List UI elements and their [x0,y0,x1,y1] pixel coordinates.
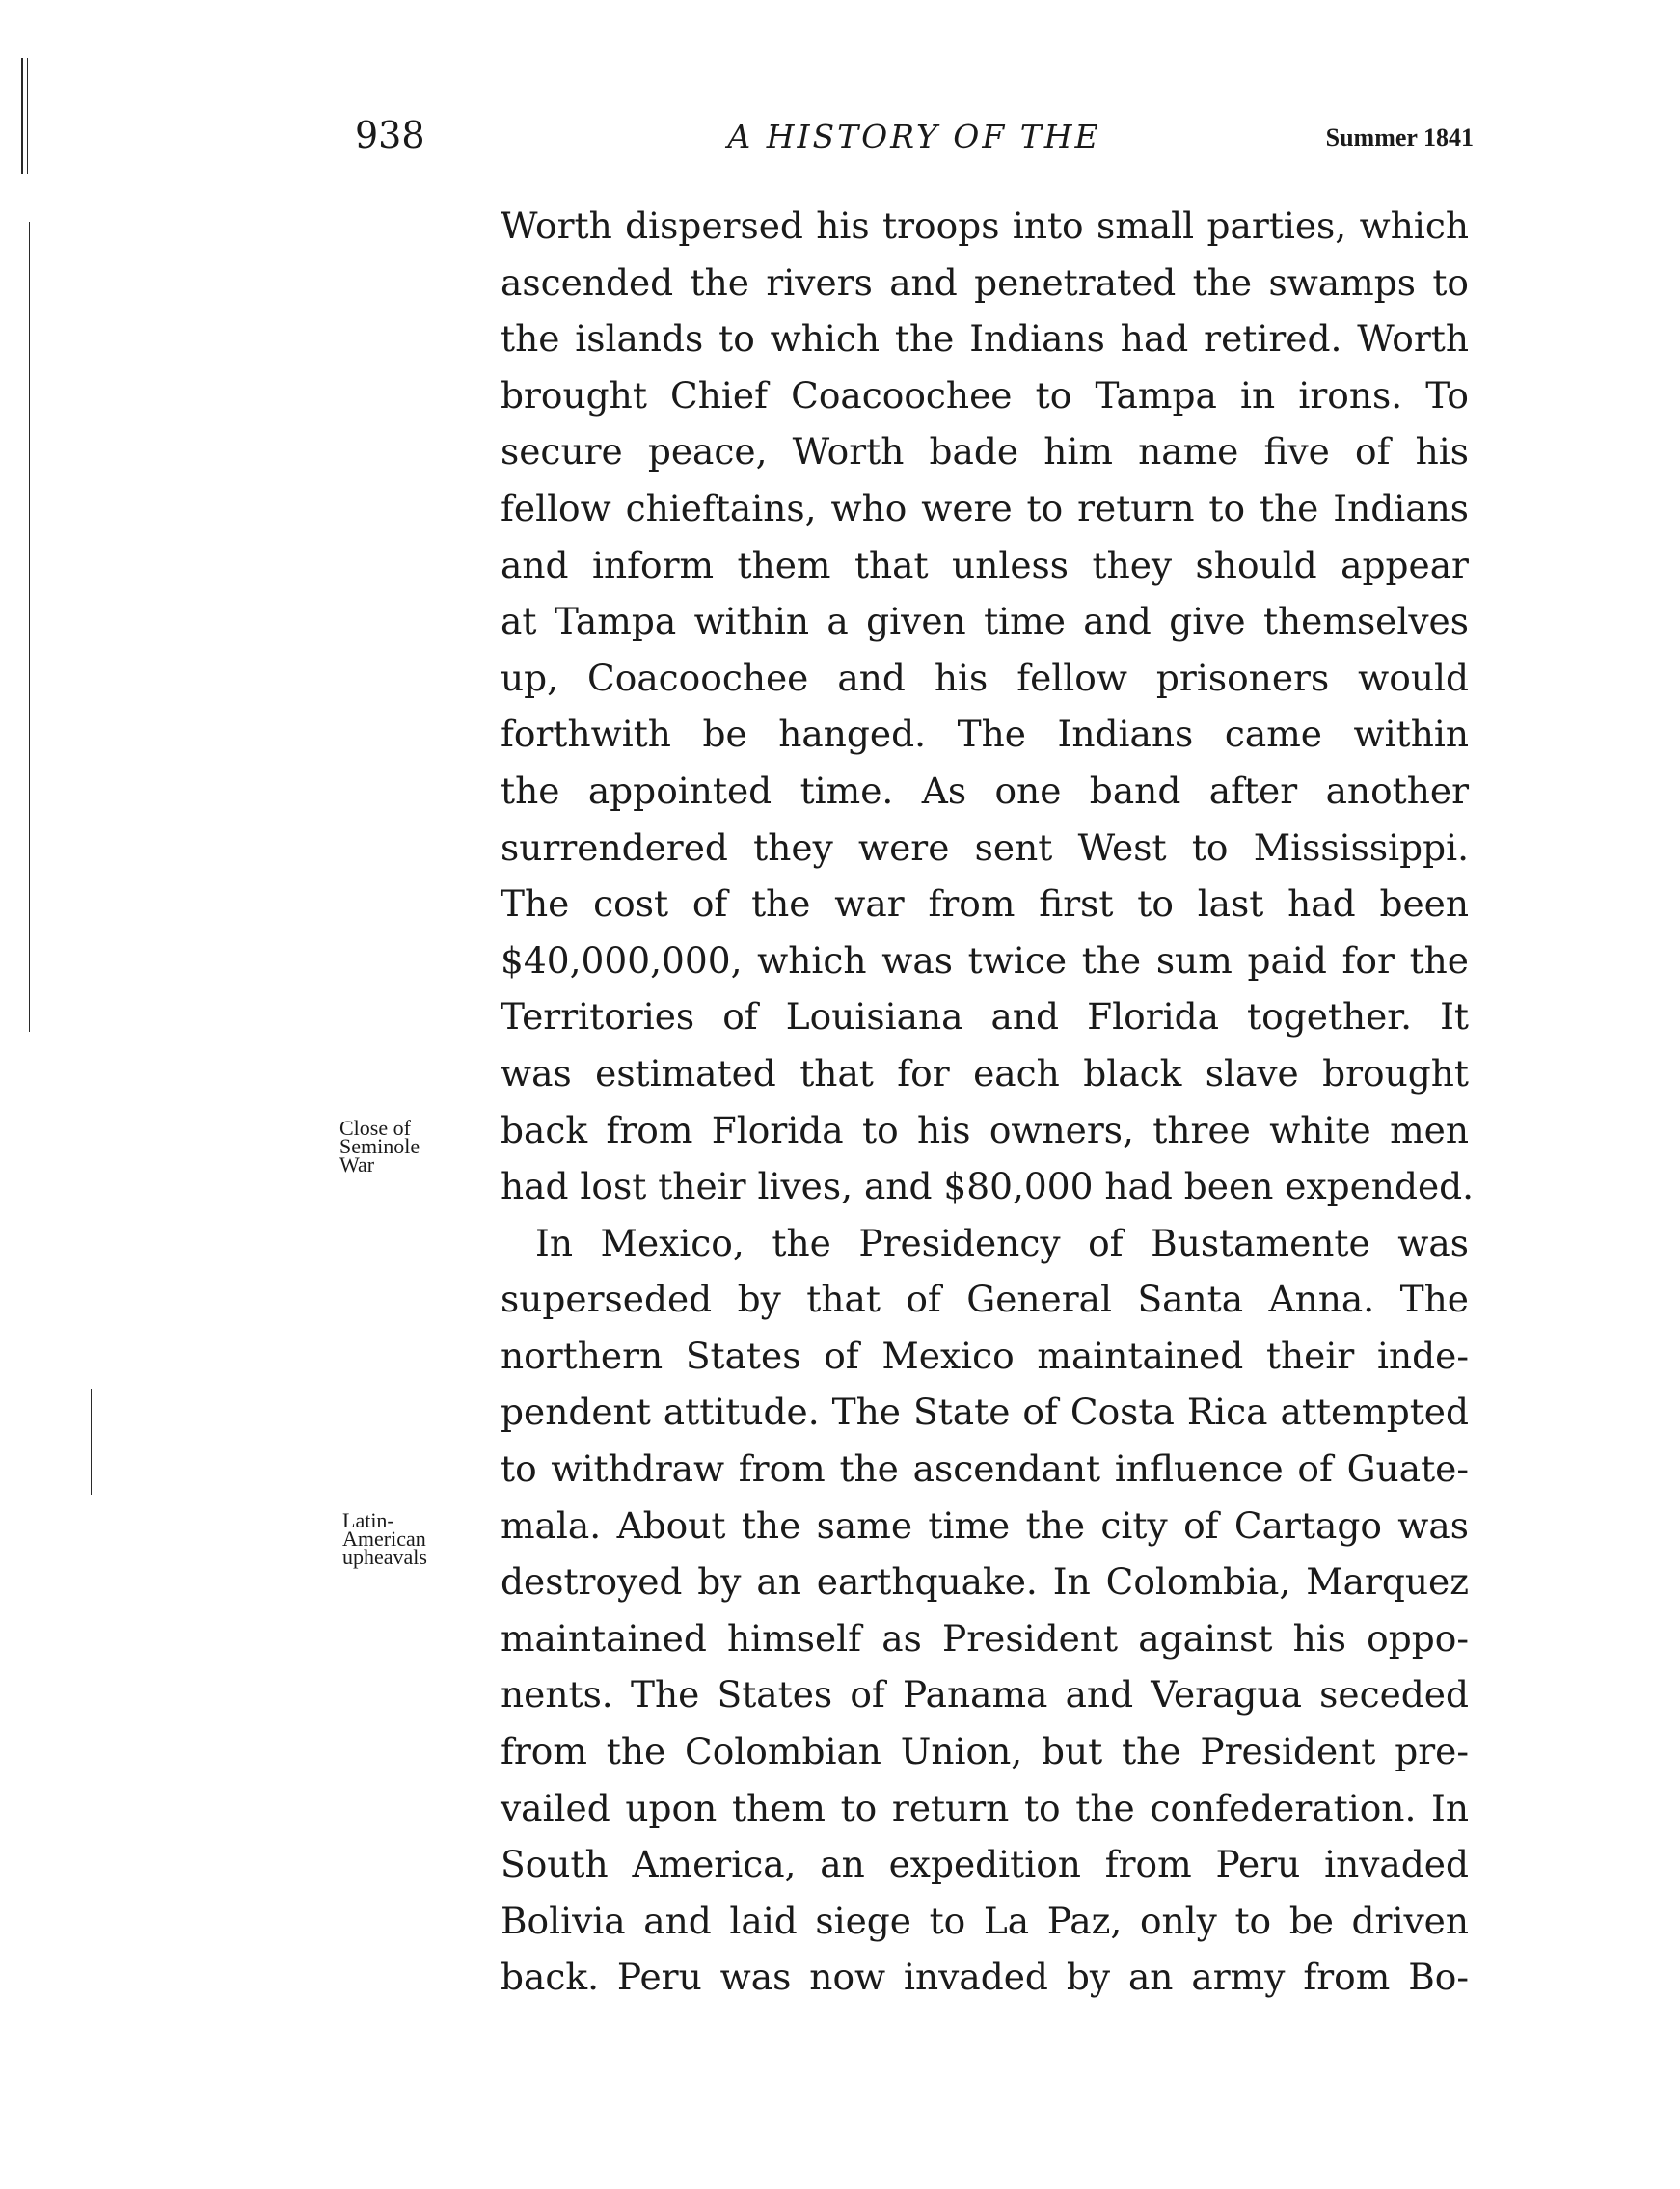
running-title: A HISTORY OF THE [727,118,1101,155]
text-line: ascended the rivers and penetrated the swamps to [501,260,1469,304]
text-line: the appointed time. As one band after another [501,769,1469,812]
text-line: northern States of Mexico maintained their inde- [501,1334,1469,1377]
scan-edge-mark [91,1389,92,1495]
paragraph-latin-america [501,1215,1469,2006]
sidenote-line: Latin- [342,1508,394,1532]
page-header [355,114,1474,162]
text-line: up, Coacoochee and his fellow prisoners would [501,656,1469,699]
text-line: mala. About the same time the city of Cartago was [501,1503,1469,1547]
sidenote-line: American [342,1527,426,1551]
text-line: vailed upon them to return to the confederation. In [501,1786,1469,1829]
scan-edge-mark [27,58,28,174]
text-line: the islands to which the Indians had retired. Worth [501,317,1469,361]
scan-edge-mark [21,58,23,174]
text-line: secure peace, Worth bade him name five of his [501,430,1469,473]
text-line: was estimated that for each black slave brought [501,1051,1469,1094]
text-line: to withdraw from the ascendant influence of Guate- [501,1447,1469,1491]
scan-edge-mark [29,222,30,1032]
text-line: Worth dispersed his troops into small parties, which [501,204,1469,247]
text-line: The cost of the war from first to last had been [501,882,1469,926]
text-line: pendent attitude. The State of Costa Rica attempted [501,1391,1469,1434]
text-line: $40,000,000, which was twice the sum paid for the [501,938,1469,982]
text-line: back. Peru was now invaded by an army from Bo- [501,1956,1469,1999]
text-line: had lost their lives, and $80,000 had been expended. [501,1165,1475,1208]
text-line: surrendered they were sent West to Mississippi. [501,825,1469,869]
sidenote-latin-american-upheavals [342,1508,427,1569]
text-line: and inform them that unless they should appear [501,543,1469,586]
sidenote-line: Close of [339,1116,411,1140]
text-line: Territories of Louisiana and Florida together. It [501,995,1469,1039]
text-line: brought Chief Coacoochee to Tampa in irons. To [501,373,1469,417]
text-line: South America, an expedition from Peru invaded [501,1843,1469,1886]
text-line: In Mexico, the Presidency of Bustamente was [535,1221,1469,1264]
text-line: fellow chieftains, who were to return to the Indians [501,486,1469,529]
sidenote-close-of-seminole-war [339,1116,420,1176]
date-label: Summer 1841 [1325,123,1474,151]
page-number: 938 [355,114,425,156]
text-line: from the Colombian Union, but the President pre- [501,1730,1469,1773]
text-line: superseded by that of General Santa Anna. The [501,1278,1469,1321]
text-line: forthwith be hanged. The Indians came within [501,713,1469,756]
text-line: destroyed by an earthquake. In Colombia, Marquez [501,1560,1469,1604]
paragraph-seminole-war [501,198,1475,1215]
text-line: back from Florida to his owners, three white men [501,1108,1469,1151]
text-line: at Tampa within a given time and give themselves [501,600,1469,643]
sidenote-line: upheavals [342,1545,427,1569]
sidenote-line: Seminole [339,1134,420,1158]
text-line: Bolivia and laid siege to La Paz, only to be driven [501,1899,1469,1942]
text-line: nents. The States of Panama and Veragua seceded [501,1673,1469,1716]
body-text [501,198,1475,2006]
text-line: maintained himself as President against his oppo- [501,1616,1469,1660]
sidenote-line: War [339,1152,375,1176]
